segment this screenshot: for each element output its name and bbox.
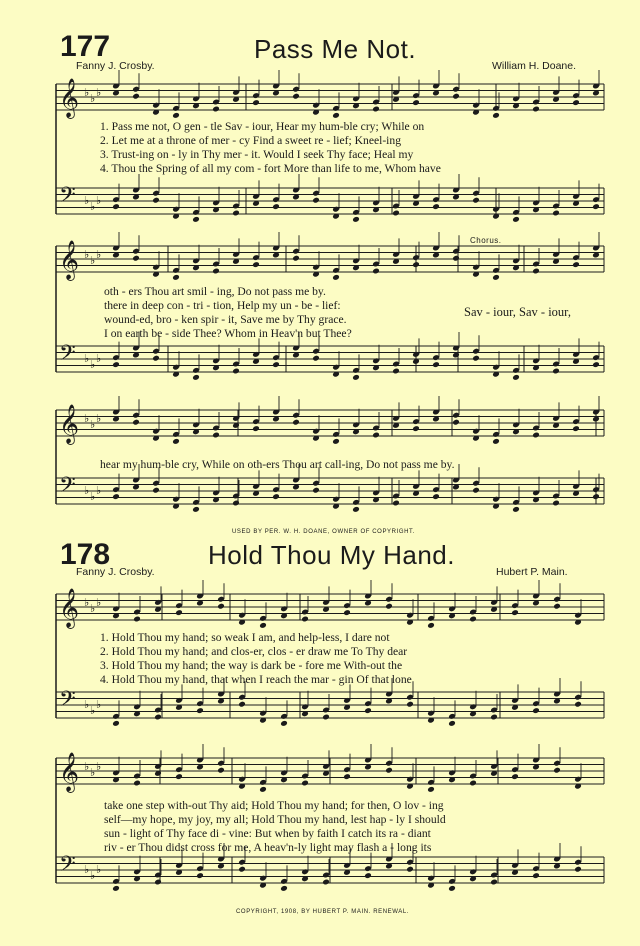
hymn-number: 177 <box>60 30 111 63</box>
note-head <box>452 93 460 100</box>
copyright-notice: COPYRIGHT, 1908, BY HUBERT P. MAIN. RENEWAL. <box>236 909 410 915</box>
note-head <box>132 93 140 100</box>
note-head <box>232 500 240 507</box>
note-head <box>512 374 520 381</box>
verse-line: hear my hum-ble cry, While on oth-ers Thou art call-ing, Do not pass me by. <box>100 458 455 471</box>
flat-icon: ♭ <box>96 760 102 773</box>
note-head <box>427 622 435 629</box>
note-head <box>432 203 440 210</box>
note-head <box>152 197 160 204</box>
note-head <box>406 701 414 708</box>
flat-icon: ♭ <box>84 352 90 365</box>
note-head <box>532 432 540 439</box>
note-head <box>154 879 162 886</box>
chorus-text: Sav - iour, Sav - iour, <box>464 305 571 319</box>
treble-clef-icon: 𝄞 <box>59 404 80 444</box>
note-head <box>392 500 400 507</box>
note-head <box>292 255 300 262</box>
verse-line: self—my hope, my joy, my all; Hold Thou my hand, lest hap - ly I should <box>104 813 446 826</box>
verse-line: 2. Let me at a throne of mer - cy Find a sweet re - lief; Kneel-ing <box>100 134 402 147</box>
note-head <box>490 714 498 721</box>
flat-icon: ♭ <box>84 863 90 876</box>
flat-icon: ♭ <box>90 602 96 615</box>
note-head <box>364 707 372 714</box>
note-head <box>572 261 580 268</box>
note-head <box>472 355 480 362</box>
flat-icon: ♭ <box>90 869 96 882</box>
note-head <box>332 274 340 281</box>
words-credit: Fanny J. Crosby. <box>76 60 155 72</box>
note-head <box>132 255 140 262</box>
note-head <box>238 866 246 873</box>
note-head <box>133 616 141 623</box>
hymn-number: 178 <box>60 538 111 571</box>
note-head <box>472 487 480 494</box>
flat-icon: ♭ <box>90 92 96 105</box>
note-head <box>112 203 120 210</box>
flat-icon: ♭ <box>96 86 102 99</box>
music-credit: Hubert P. Main. <box>496 566 568 578</box>
note-head <box>175 609 183 616</box>
verse-line: 3. Trust-ing on - ly in Thy mer - it. Would I seek Thy face; Heal my <box>100 148 414 161</box>
note-head <box>392 368 400 375</box>
note-head <box>572 99 580 106</box>
note-head <box>343 609 351 616</box>
words-credit: Fanny J. Crosby. <box>76 566 155 578</box>
note-head <box>574 866 582 873</box>
flat-icon: ♭ <box>96 698 102 711</box>
flat-icon: ♭ <box>90 704 96 717</box>
note-head <box>492 274 500 281</box>
flat-icon: ♭ <box>96 352 102 365</box>
note-head <box>412 99 420 106</box>
note-head <box>301 616 309 623</box>
note-head <box>280 720 288 727</box>
note-head <box>112 720 120 727</box>
treble-clef-icon: 𝄞 <box>59 78 80 118</box>
note-head <box>212 268 220 275</box>
note-head <box>175 773 183 780</box>
note-head <box>352 216 360 223</box>
verse-line: 1. Pass me not, O gen - tle Sav - iour, Hear my hum-ble cry; While on <box>100 120 425 133</box>
flat-icon: ♭ <box>84 760 90 773</box>
note-head <box>212 432 220 439</box>
note-head <box>192 374 200 381</box>
flat-icon: ♭ <box>96 248 102 261</box>
note-head <box>553 603 561 610</box>
note-head <box>259 622 267 629</box>
bass-clef-icon: 𝄢 <box>59 687 76 717</box>
note-head <box>172 112 180 119</box>
note-head <box>592 203 600 210</box>
note-head <box>364 872 372 879</box>
note-head <box>472 197 480 204</box>
note-head <box>332 438 340 445</box>
bass-clef-icon: 𝄢 <box>59 341 76 371</box>
note-head <box>372 106 380 113</box>
note-head <box>232 368 240 375</box>
note-head <box>385 767 393 774</box>
flat-icon: ♭ <box>96 596 102 609</box>
verse-line: 2. Hold Thou my hand; and clos-er, clos - er draw me To Thy dear <box>100 645 408 658</box>
note-head <box>448 885 456 892</box>
bass-clef-icon: 𝄢 <box>59 183 76 213</box>
verse-line: oth - ers Thou art smil - ing, Do not pass me by. <box>104 285 326 298</box>
note-head <box>112 493 120 500</box>
flat-icon: ♭ <box>96 412 102 425</box>
note-head <box>372 432 380 439</box>
note-head <box>154 714 162 721</box>
note-head <box>292 419 300 426</box>
verse-line: 1. Hold Thou my hand; so weak I am, and help-less, I dare not <box>100 631 390 644</box>
treble-clef-icon: 𝄞 <box>59 752 80 792</box>
note-head <box>592 361 600 368</box>
note-head <box>532 106 540 113</box>
verse-line: there in deep con - tri - tion, Help my un - be - lief: <box>104 299 341 312</box>
note-head <box>512 506 520 513</box>
note-head <box>272 361 280 368</box>
flat-icon: ♭ <box>90 200 96 213</box>
bass-clef-icon: 𝄢 <box>59 852 76 882</box>
note-head <box>196 707 204 714</box>
note-head <box>152 355 160 362</box>
note-head <box>552 500 560 507</box>
note-head <box>427 786 435 793</box>
flat-icon: ♭ <box>84 698 90 711</box>
note-head <box>352 506 360 513</box>
note-head <box>132 419 140 426</box>
note-head <box>532 268 540 275</box>
note-head <box>152 487 160 494</box>
verse-line: 4. Hold Thou my hand, that when I reach the mar - gin Of that lone <box>100 673 412 686</box>
hymn-title: Pass Me Not. <box>254 34 417 64</box>
note-head <box>492 438 500 445</box>
note-head <box>272 493 280 500</box>
note-head <box>252 99 260 106</box>
note-head <box>469 780 477 787</box>
note-head <box>469 616 477 623</box>
note-head <box>532 872 540 879</box>
note-head <box>552 368 560 375</box>
note-head <box>392 210 400 217</box>
note-head <box>212 106 220 113</box>
note-head <box>217 603 225 610</box>
note-head <box>238 701 246 708</box>
note-head <box>301 780 309 787</box>
note-head <box>492 112 500 119</box>
note-head <box>312 197 320 204</box>
note-head <box>252 425 260 432</box>
verse-line: I on earth be - side Thee? Whom in Heav'n but Thee? <box>104 327 352 340</box>
flat-icon: ♭ <box>96 863 102 876</box>
copyright-notice: USED BY PER. W. H. DOANE, OWNER OF COPYRIGHT. <box>232 529 415 535</box>
hymn-title: Hold Thou My Hand. <box>208 540 455 570</box>
note-head <box>412 425 420 432</box>
verse-line: wound-ed, bro - ken spir - it, Save me by Thy grace. <box>104 313 347 326</box>
note-head <box>574 701 582 708</box>
verse-line: take one step with-out Thy aid; Hold Thou my hand; for then, O lov - ing <box>104 799 444 812</box>
note-head <box>592 493 600 500</box>
flat-icon: ♭ <box>84 194 90 207</box>
note-head <box>192 506 200 513</box>
verse-line: 4. Thou the Spring of all my com - fort More than life to me, Whom have <box>100 162 441 175</box>
note-head <box>532 707 540 714</box>
note-head <box>322 879 330 886</box>
flat-icon: ♭ <box>84 484 90 497</box>
flat-icon: ♭ <box>90 490 96 503</box>
note-head <box>259 786 267 793</box>
note-head <box>322 714 330 721</box>
note-head <box>172 438 180 445</box>
note-head <box>252 261 260 268</box>
note-head <box>432 361 440 368</box>
note-head <box>352 374 360 381</box>
note-head <box>553 767 561 774</box>
note-head <box>312 487 320 494</box>
note-head <box>511 609 519 616</box>
note-head <box>406 866 414 873</box>
note-head <box>217 767 225 774</box>
note-head <box>490 879 498 886</box>
note-head <box>172 274 180 281</box>
note-head <box>512 216 520 223</box>
note-head <box>280 885 288 892</box>
note-head <box>272 203 280 210</box>
music-credit: William H. Doane. <box>492 60 577 72</box>
flat-icon: ♭ <box>90 766 96 779</box>
flat-icon: ♭ <box>90 418 96 431</box>
treble-clef-icon: 𝄞 <box>59 588 80 628</box>
verse-line: sun - light of Thy face di - vine: But when by faith I catch its ra - diant <box>104 827 431 840</box>
note-head <box>192 216 200 223</box>
flat-icon: ♭ <box>90 254 96 267</box>
flat-icon: ♭ <box>90 358 96 371</box>
note-head <box>232 210 240 217</box>
note-head <box>385 603 393 610</box>
treble-clef-icon: 𝄞 <box>59 240 80 280</box>
bass-clef-icon: 𝄢 <box>59 473 76 503</box>
note-head <box>572 425 580 432</box>
note-head <box>448 720 456 727</box>
note-head <box>511 773 519 780</box>
flat-icon: ♭ <box>84 86 90 99</box>
note-head <box>452 255 460 262</box>
note-head <box>343 773 351 780</box>
flat-icon: ♭ <box>84 412 90 425</box>
note-head <box>452 419 460 426</box>
note-head <box>292 93 300 100</box>
verse-line: riv - er Thou didst cross for me, A heav'n-ly light may flash a - long its <box>104 841 432 854</box>
flat-icon: ♭ <box>84 596 90 609</box>
note-head <box>112 885 120 892</box>
note-head <box>372 268 380 275</box>
note-head <box>312 355 320 362</box>
flat-icon: ♭ <box>84 248 90 261</box>
note-head <box>552 210 560 217</box>
note-head <box>332 112 340 119</box>
verse-line: 3. Hold Thou my hand; the way is dark be - fore me With-out the <box>100 659 403 672</box>
note-head <box>432 493 440 500</box>
note-head <box>133 780 141 787</box>
flat-icon: ♭ <box>96 484 102 497</box>
note-head <box>196 872 204 879</box>
note-head <box>412 261 420 268</box>
chorus-label: Chorus. <box>470 236 502 245</box>
flat-icon: ♭ <box>96 194 102 207</box>
note-head <box>112 361 120 368</box>
